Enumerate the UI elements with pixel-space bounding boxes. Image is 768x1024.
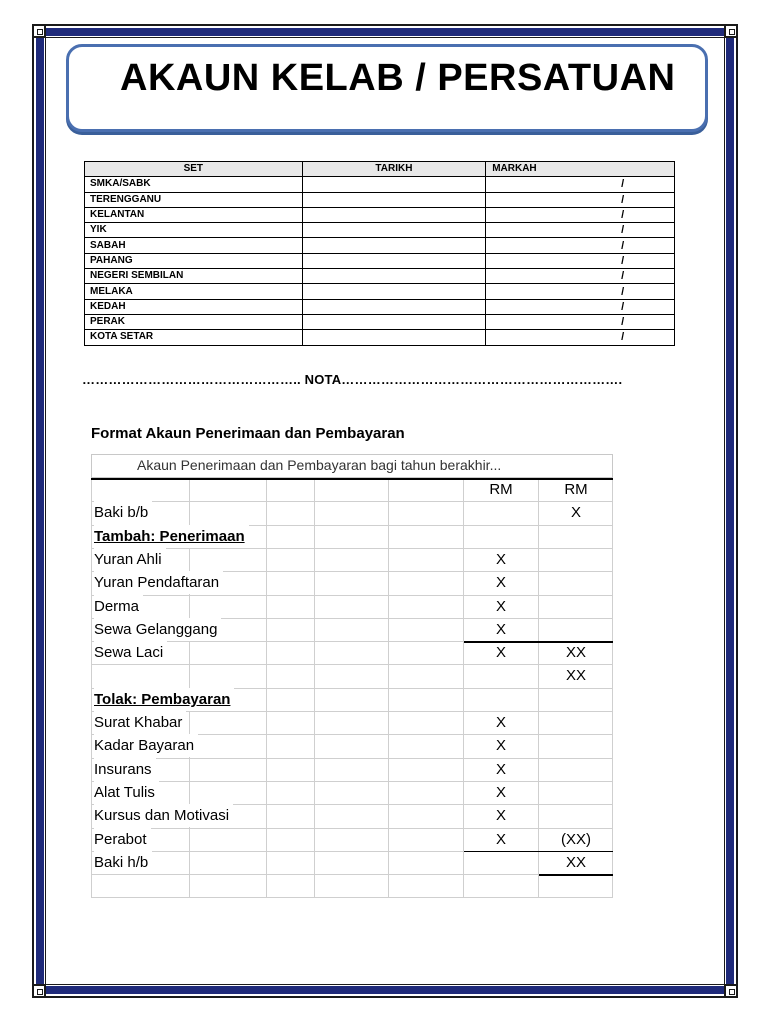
set-table-row (85, 299, 675, 314)
total-rule (464, 641, 613, 643)
set-table-header-row (85, 162, 675, 177)
amount-column-2: XX (565, 853, 586, 871)
amount-column-1: X (495, 760, 506, 778)
tarikh-cell (302, 207, 486, 222)
set-table-row (85, 177, 675, 192)
amount-column-2: (XX) (561, 830, 591, 848)
amount-column-2: X (570, 504, 581, 522)
amount-column-1: X (495, 597, 506, 615)
set-name: KEDAH (85, 299, 303, 314)
amount-column-1: X (495, 807, 506, 825)
rm-column-header: RM (489, 481, 513, 498)
markah-cell: / (486, 223, 675, 238)
tarikh-cell (302, 269, 486, 284)
account-item-label: Kursus dan Motivasi (94, 804, 233, 827)
set-table-row (85, 269, 675, 284)
markah-cell: / (486, 330, 675, 345)
account-item-label: Insurans (94, 758, 156, 781)
tarikh-cell (302, 299, 486, 314)
set-name: SABAH (85, 238, 303, 253)
set-table-body (85, 177, 675, 345)
account-heading: Akaun Penerimaan dan Pembayaran bagi tahun berakhir... (91, 454, 613, 478)
account-item-label: Sewa Laci (94, 641, 167, 664)
markah-cell: / (486, 207, 675, 222)
tarikh-cell (302, 238, 486, 253)
set-name: YIK (85, 223, 303, 238)
set-table-row (85, 238, 675, 253)
corner-ornament-bottom-right (724, 984, 738, 998)
set-name: MELAKA (85, 284, 303, 299)
tarikh-cell (302, 314, 486, 329)
account-item-label: Surat Khabar (94, 711, 186, 734)
account-table (91, 454, 613, 897)
markah-cell: / (486, 314, 675, 329)
section-heading: Tolak: Pembayaran (94, 688, 234, 711)
amount-column-1: X (495, 620, 506, 638)
corner-ornament-top-right (724, 24, 738, 38)
amount-column-1: X (495, 550, 506, 568)
total-rule (91, 478, 613, 480)
amount-column-1: X (495, 644, 506, 662)
account-item-label: Baki b/b (94, 501, 152, 524)
markah-cell: / (486, 253, 675, 268)
grid-row-line (91, 664, 613, 665)
set-name: KOTA SETAR (85, 330, 303, 345)
markah-cell: / (486, 238, 675, 253)
amount-column-2: XX (565, 644, 586, 662)
total-rule (539, 874, 613, 876)
corner-ornament-bottom-left (32, 984, 46, 998)
tarikh-cell (302, 177, 486, 192)
amount-column-1: X (495, 714, 506, 731)
rm-column-header: RM (564, 481, 588, 498)
tarikh-cell (302, 192, 486, 207)
amount-column-1: X (495, 737, 506, 755)
account-item-label: Yuran Pendaftaran (94, 571, 223, 594)
set-table-row (85, 253, 675, 268)
set-name: TERENGGANU (85, 192, 303, 207)
account-item-label: Perabot (94, 828, 151, 851)
total-rule (464, 851, 613, 853)
account-item-label: Derma (94, 595, 143, 618)
account-item-label: Yuran Ahli (94, 548, 166, 571)
account-item-label: Baki h/b (94, 851, 152, 874)
set-name: SMKA/SABK (85, 177, 303, 192)
tarikh-cell (302, 330, 486, 345)
amount-column-1: X (495, 783, 506, 801)
markah-cell: / (486, 299, 675, 314)
set-marks-table (84, 161, 675, 346)
set-table-row (85, 207, 675, 222)
markah-cell: / (486, 177, 675, 192)
set-name: KELANTAN (85, 207, 303, 222)
account-item-label: Sewa Gelanggang (94, 618, 221, 641)
corner-ornament-top-left (32, 24, 46, 38)
format-title: Format Akaun Penerimaan dan Pembayaran (91, 425, 405, 442)
account-item-label: Kadar Bayaran (94, 734, 198, 757)
set-name: PERAK (85, 314, 303, 329)
nota-line: ………………………………………….. NOTA………………………………………………………. (82, 372, 623, 387)
set-table-row (85, 192, 675, 207)
set-table-row (85, 314, 675, 329)
page-title: AKAUN KELAB / PERSATUAN (120, 57, 676, 99)
amount-column-1: X (495, 830, 506, 848)
set-name: NEGERI SEMBILAN (85, 269, 303, 284)
account-item-label: Alat Tulis (94, 781, 159, 804)
set-table-row (85, 330, 675, 345)
set-table-row (85, 284, 675, 299)
markah-cell: / (486, 269, 675, 284)
grid-row-line (91, 501, 613, 502)
markah-cell: / (486, 284, 675, 299)
markah-cell: / (486, 192, 675, 207)
section-heading: Tambah: Penerimaan (94, 525, 249, 548)
grid-row-line (91, 874, 613, 875)
header-markah: MARKAH (486, 162, 675, 177)
grid-row-line (91, 897, 613, 898)
amount-column-1: X (495, 574, 506, 592)
tarikh-cell (302, 284, 486, 299)
amount-column-2: XX (565, 667, 586, 685)
tarikh-cell (302, 253, 486, 268)
tarikh-cell (302, 223, 486, 238)
header-set: SET (85, 162, 303, 177)
header-tarikh: TARIKH (302, 162, 486, 177)
set-table-row (85, 223, 675, 238)
set-name: PAHANG (85, 253, 303, 268)
